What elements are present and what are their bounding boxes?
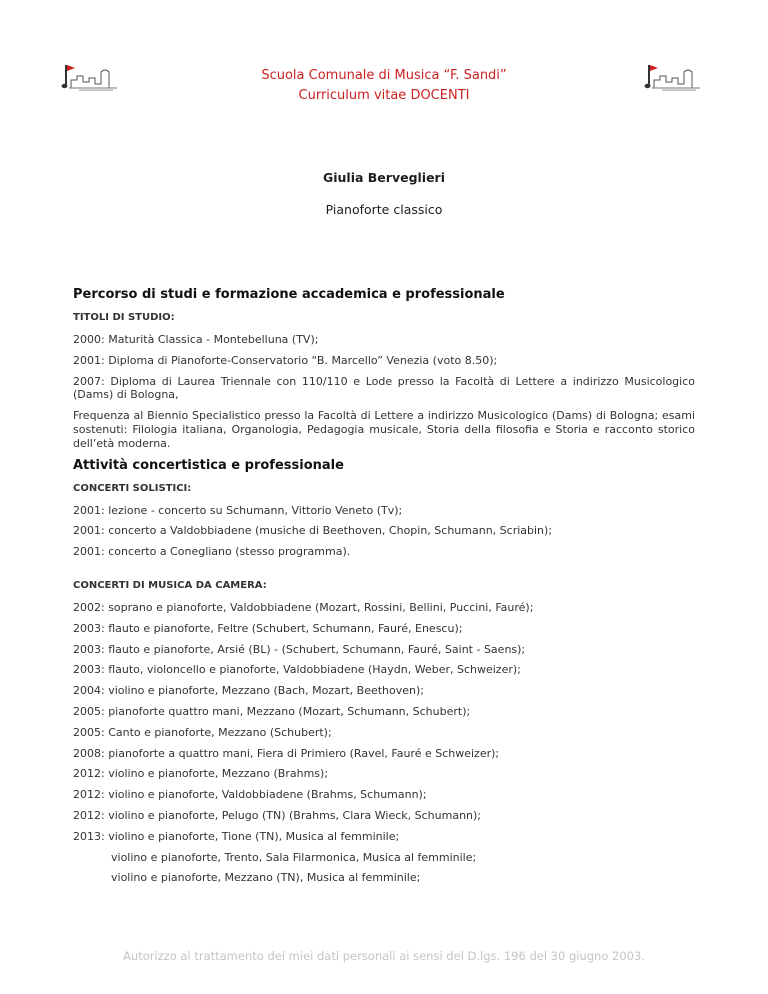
teacher-subject: Pianoforte classico [325,202,443,217]
list-item: 2000: Maturità Classica - Montebelluna (TV); [73,333,319,346]
cv-content [73,287,695,892]
list-item: Frequenza al Biennio Specialistico presso la Facoltà di Lettere a indirizzo Musicologico (Dams) di Bologna; esami sostenuti: Filologia italiana, Organologia, Pedagogia musicale, Storia della filosofia e Storia e racconto storico dell’età moderna. [73,409,695,450]
list-item: 2012: violino e pianoforte, Mezzano (Brahms); [73,767,329,781]
list-item: 2012: violino e pianoforte, Valdobbiadene (Brahms, Schumann); [73,788,427,802]
list-item: 2007: Diploma di Laurea Triennale con 110/110 e Lode presso la Facoltà di Lettere a indirizzo Musicologico (Dams) di Bologna, [73,374,695,402]
list-item: 2001: concerto a Valdobbiadene (musiche di Beethoven, Chopin, Schumann, Scriabin); [73,524,553,538]
list-item: 2001: Diploma di Pianoforte-Conservatorio “B. Marcello” Venezia (voto 8.50); [73,353,498,367]
list-item: violino e pianoforte, Trento, Sala Filarmonica, Musica al femminile; [111,850,477,864]
list-item: 2005: pianoforte quattro mani, Mezzano (Mozart, Schumann, Schubert); [73,704,471,718]
section-concerts-title: Attività concertistica e professionale [73,457,344,473]
list-item: 2001: concerto a Conegliano (stesso programma). [73,545,351,559]
list-item: 2008: pianoforte a quattro mani, Fiera di Primiero (Ravel, Fauré e Schweizer); [73,746,500,760]
list-item: 2004: violino e pianoforte, Mezzano (Bach, Mozart, Beethoven); [73,684,424,698]
chamber-concerts-subtitle: CONCERTI DI MUSICA DA CAMERA: [73,579,267,591]
list-item: 2005: Canto e pianoforte, Mezzano (Schubert); [73,725,332,739]
solo-concerts-subtitle: CONCERTI SOLISTICI: [73,482,192,494]
list-item: 2003: flauto, violoncello e pianoforte, Valdobbiadene (Haydn, Weber, Schweizer); [73,663,521,677]
privacy-footer: Autorizzo al trattamento dei miei dati personali ai sensi del D.lgs. 196 del 30 giugno 2003. [123,949,645,963]
list-item: 2001: lezione - concerto su Schumann, Vittorio Veneto (Tv); [73,503,403,517]
list-item: 2013: violino e pianoforte, Tione (TN), Musica al femminile; [73,829,400,843]
teacher-name: Giulia Berveglieri [322,170,446,185]
list-item: violino e pianoforte, Mezzano (TN), Musica al femminile; [111,871,421,885]
list-item: 2012: violino e pianoforte, Pelugo (TN) (Brahms, Clara Wieck, Schumann); [73,808,482,822]
document-header [0,66,768,106]
list-item: 2003: flauto e pianoforte, Arsié (BL) - (Schubert, Schumann, Fauré, Saint - Saens); [73,642,526,656]
list-item: 2002: soprano e pianoforte, Valdobbiadene (Mozart, Rossini, Bellini, Puccini, Fauré); [73,600,534,614]
document-subtitle: Curriculum vitae DOCENTI [298,88,470,103]
list-item: 2003: flauto e pianoforte, Feltre (Schubert, Schumann, Fauré, Enescu); [73,621,463,635]
school-name: Scuola Comunale di Musica “F. Sandi” [261,68,507,83]
section-studies-title: Percorso di studi e formazione accademica e professionale [73,287,505,302]
titles-subtitle: TITOLI DI STUDIO: [73,312,175,323]
